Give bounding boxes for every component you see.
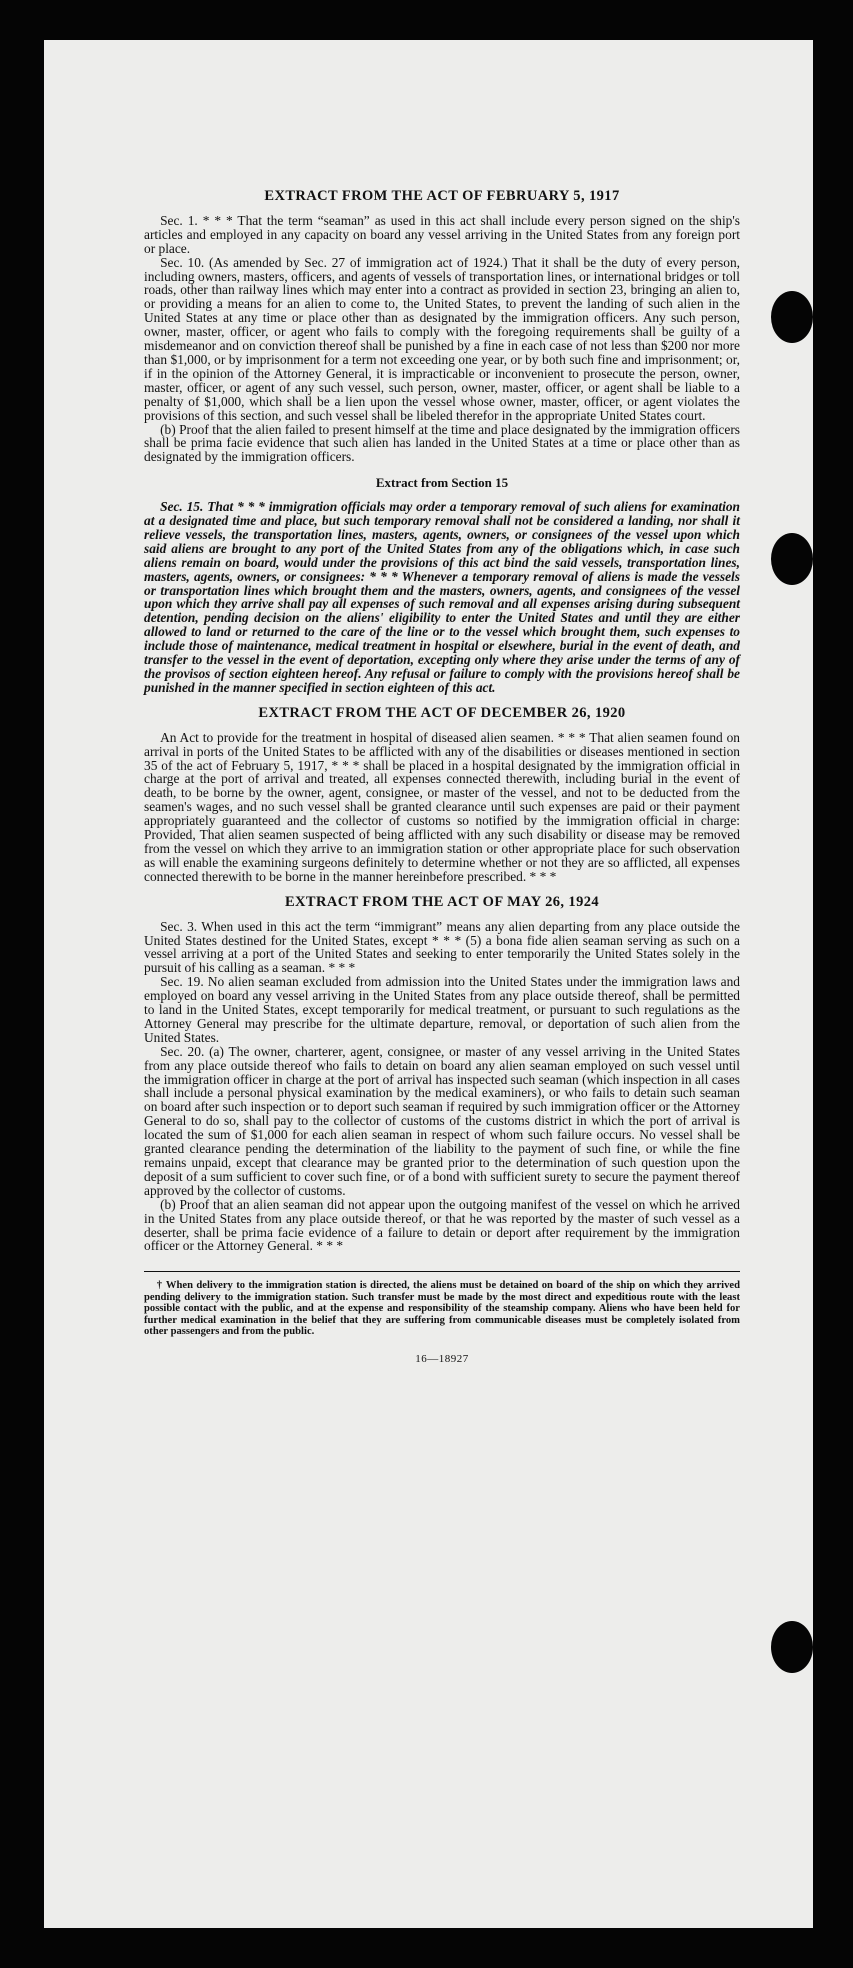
paragraph-sec-10-b: (b) Proof that the alien failed to present himself at the time and place designated by the immigration officers shall be prima facie evidence that such alien has landed in the United States at a time or place other than as designated by the immigration officers. <box>144 421 740 465</box>
heading-act-1924: EXTRACT FROM THE ACT OF MAY 26, 1924 <box>284 893 600 910</box>
punch-hole-middle <box>771 533 813 585</box>
heading-act-1917: EXTRACT FROM THE ACT OF FEBRUARY 5, 1917 <box>264 188 620 204</box>
punch-hole-top <box>771 291 813 343</box>
paragraph-sec-20-a: Sec. 20. (a) The owner, charterer, agent, consignee, or master of any vessel arriving in the United States from any place outside thereof who fails to detain on board any alien seaman employed on such vessel until the immigration officer in charge at the port of arrival has inspected such seaman (which inspection in all cases shall include a personal physical examination by the medical examiners), or who fails to detain such seaman on board after such inspection or to deport such seaman if required by such immigration officer or the Attorney General to do so, shall pay to the collector of customs of the customs district in which the port of arrival is located the sum of $1,000 for each alien seaman in respect of whom such failure occurs. No vessel shall be granted clearance pending the determination of the liability to the payment of such fine, or while the fine remains unpaid, except that clearance may be granted prior to the determination of such question upon the deposit of a sum sufficient to cover such fine, or of a bond with sufficient surety to secure the payment thereof approved by the collector of customs. <box>144 1043 740 1198</box>
footnote: † When delivery to the immigration station is directed, the aliens must be detained on board of the ship on which they arrived pending delivery to the immigration station. Such transfer must be made by the most direct and expeditious route with the least possible contact with the public, and at the expense and responsibility of the steamship company. Aliens who have been held for further medical examination in the belief that they are suffering from communicable diseases must be completely isolated from other passengers and from the public. <box>144 1280 740 1337</box>
page-number: 16—18927 <box>415 1353 469 1366</box>
paragraph-sec-1: Sec. 1. * * * That the term “seaman” as used in this act shall include every person signed on the ship's articles and employed in any capacity on board any vessel arriving in the United States from any foreign port or place. <box>144 212 740 256</box>
paragraph-act-1920: An Act to provide for the treatment in hospital of diseased alien seamen. * * * That alien seamen found on arrival in ports of the United States to be afflicted with any of the disabilities or diseases mentioned in section 35 of the act of February 5, 1917, * * * shall be placed in a hospital designated by the immigration official in charge at the port of arrival and treated, all expenses connected therewith, including burial in the event of death, to be borne by the owner, agent, consignee, or master of the vessel, and not to be deducted from the seamen's wages, and no such vessel shall be granted clearance until such expenses are paid or their payment appropriately guaranteed and the collector of customs so notified by the immigration official in charge: Provided, That alien seamen suspected of being afflicted with any such disability or disease may be removed from the vessel on which they arrive to an immigration station or other appropriate place for such observation as will enable the examining surgeons definitely to determine whether or not they are so afflicted, all expenses connected therewith to be borne in the manner hereinbefore prescribed. * * * <box>144 729 740 884</box>
heading-act-1920: EXTRACT FROM THE ACT OF DECEMBER 26, 1920 <box>258 704 626 721</box>
heading-section-15: Extract from Section 15 <box>375 475 509 491</box>
punch-hole-bottom <box>771 1621 813 1673</box>
paragraph-sec-3: Sec. 3. When used in this act the term “immigrant” means any alien departing from any place outside the United States destined for the United States, except * * * (5) a bona fide alien seaman serving as such on a vessel arriving at a port of the United States and seeking to enter temporarily the United States solely in the pursuit of his calling as a seaman. * * * <box>144 918 740 976</box>
paragraph-sec-10: Sec. 10. (As amended by Sec. 27 of immigration act of 1924.) That it shall be the duty of every person, including owners, masters, officers, and agents of vessels of transportation lines, or international bridges or toll roads, other than railway lines which may enter into a contract as provided in section 23, bringing an alien to, or providing a means for an alien to come to, the United States, to prevent the landing of such alien in the United States at any time or place other than as designated by the immigration officers. Any such person, owner, master, officer, or agent who fails to comply with the foregoing requirements shall be guilty of a misdemeanor and on conviction thereof shall be punished by a fine in each case of not less than $200 nor more than $1,000, or by imprisonment for a term not exceeding one year, or by both such fine and imprisonment; or, if in the opinion of the Attorney General, it is impracticable or inconvenient to prosecute the person, owner, master, officer, or agent of any such vessel, such person, owner, master, officer, or agent shall be liable to a penalty of $1,000, which shall be a lien upon the vessel whose owner, master, officer, or agent violates the provisions of this section, and such vessel shall be libeled therefor in the appropriate United States court. <box>144 254 740 423</box>
paragraph-sec-15: Sec. 15. That * * * immigration officials may order a temporary removal of such aliens for examination at a designated time and place, but such temporary removal shall not be considered a landing, nor shall it relieve vessels, the transportation lines, masters, agents, owners, or consignees of the vessel upon which said aliens are brought to any port of the United States from any of the obligations which, in case such aliens remain on board, would under the provisions of this act bind the said vessels, transportation lines, masters, agents, owners, or consignees: * * * Whenever a temporary removal of aliens is made the vessels or transportation lines which brought them and the masters, owners, agents, and consignees of the vessel upon which they arrive shall pay all expenses of such removal and all expenses arising during subsequent detention, pending decision on the aliens' eligibility to enter the United States and until they are either allowed to land or returned to the care of the line or to the vessel which brought them, such expenses to include those of maintenance, medical treatment in hospital or elsewhere, burial in the event of death, and transfer to the vessel in the event of deportation, excepting only where they arise under the terms of any of the provisos of section eighteen hereof. Any refusal or failure to comply with the provisions hereof shall be punished in the manner specified in section eighteen of this act. <box>144 499 740 695</box>
paragraph-sec-20-b: (b) Proof that an alien seaman did not appear upon the outgoing manifest of the vessel on which he arrived in the United States from any place outside thereof, or that he was reported by the master of such vessel as a deserter, shall be prima facie evidence of a failure to detain or deport after requirement by the immigration officer or the Attorney General. * * * <box>144 1196 740 1254</box>
document-text <box>144 190 740 1367</box>
document-page <box>44 40 813 1928</box>
paragraph-sec-19: Sec. 19. No alien seaman excluded from admission into the United States under the immigration laws and employed on board any vessel arriving in the United States from any place outside thereof, shall be permitted to land in the United States, except temporarily for medical treatment, or pursuant to such regulations as the Attorney General may prescribe for the ultimate departure, removal, or deportation of such alien from the United States. <box>144 974 740 1045</box>
footnote-divider <box>144 1271 740 1272</box>
